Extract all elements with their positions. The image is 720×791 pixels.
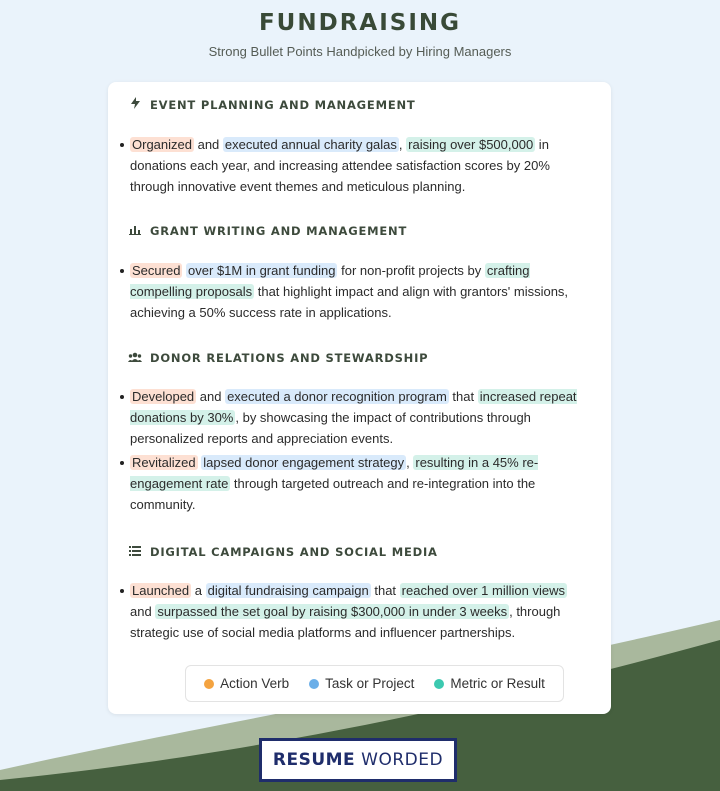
bullet-text-segment: that <box>448 389 478 404</box>
bullet-text-segment: , through strategic use of social media platforms and influencer partnerships. <box>130 604 561 640</box>
page-subtitle: Strong Bullet Points Handpicked by Hiring Managers <box>208 44 512 59</box>
action-verb-highlight: Revitalized <box>132 455 196 470</box>
bullet-item <box>130 134 592 197</box>
bullet-text-segment: , by showcasing the impact of contributions through personalized reports and appreciation events. <box>130 410 531 446</box>
page-header <box>0 10 720 59</box>
section-heading-label: EVENT PLANNING AND MANAGEMENT <box>150 97 416 112</box>
bullet-item <box>130 580 592 643</box>
task-highlight: over $1M in grant funding <box>188 263 336 278</box>
section-heading-label: DONOR RELATIONS AND STEWARDSHIP <box>150 351 429 365</box>
bar-chart-icon <box>128 224 142 238</box>
legend-dot <box>434 679 444 689</box>
action-verb-highlight: Organized <box>132 137 192 152</box>
people-icon <box>128 352 142 365</box>
legend-label: Task or Project <box>325 676 415 691</box>
metric-highlight: resulting in a 45% re-engagement rate <box>130 455 539 491</box>
legend-dot <box>204 679 214 689</box>
bullet-text-segment: a <box>191 583 206 598</box>
legend-label: Action Verb <box>220 676 290 691</box>
logo-bold-text: RESUME <box>272 750 356 770</box>
task-highlight: lapsed donor engagement strategy <box>203 455 405 470</box>
task-highlight: executed annual charity galas <box>224 137 397 152</box>
action-verb-highlight: Developed <box>132 389 195 404</box>
bullet-text <box>130 580 592 643</box>
task-highlight: digital fundraising campaign <box>207 583 369 598</box>
metric-highlight: surpassed the set goal by raising $300,000 in under 3 weeks <box>157 604 508 619</box>
bullet-text-segment: and <box>193 137 223 152</box>
metric-highlight: crafting compelling proposals <box>130 263 530 299</box>
bullet-text-segment: and <box>196 389 226 404</box>
bullet-text-segment: in donations each year, and increasing attendee satisfaction scores by 20% through innovative event themes and meticulous planning. <box>130 137 550 194</box>
bullet-text-segment: that highlight impact and align with grantors' missions, achieving a 50% success rate in applications. <box>130 284 569 320</box>
legend-item-metric-or-result <box>434 676 545 691</box>
section-heading-label: GRANT WRITING AND MANAGEMENT <box>150 224 408 238</box>
legend-item-action-verb <box>204 676 289 691</box>
bullet-text <box>130 134 592 197</box>
bullet-text-segment: and <box>130 604 156 619</box>
bullet-text-segment: for non-profit projects by <box>337 263 485 278</box>
lightning-icon <box>128 97 142 112</box>
bullet-text <box>130 386 592 449</box>
bullet-text-segment: through targeted outreach and re-integration into the community. <box>130 476 536 512</box>
resume-worded-logo <box>259 738 457 782</box>
bullet-item <box>130 260 592 323</box>
bullet-text <box>130 452 592 515</box>
list-icon <box>128 546 142 559</box>
section-heading <box>128 224 407 238</box>
section-heading <box>128 97 416 112</box>
metric-highlight: raising over $500,000 <box>408 137 534 152</box>
section-heading <box>128 351 428 365</box>
legend-label: Metric or Result <box>450 676 545 691</box>
legend-item-task-or-project <box>309 676 414 691</box>
task-highlight: executed a donor recognition program <box>227 389 447 404</box>
legend-dot <box>309 679 319 689</box>
bullet-text-segment: , <box>398 137 407 152</box>
logo-regular-text: WORDED <box>361 750 444 770</box>
highlight-legend <box>185 665 564 702</box>
metric-highlight: reached over 1 million views <box>401 583 565 598</box>
page-title: FUNDRAISING <box>258 10 462 36</box>
section-heading <box>128 545 438 559</box>
bullet-item <box>130 452 592 515</box>
section-heading-label: DIGITAL CAMPAIGNS AND SOCIAL MEDIA <box>150 545 438 559</box>
action-verb-highlight: Secured <box>132 263 181 278</box>
action-verb-highlight: Launched <box>132 583 190 598</box>
bullet-points-card <box>108 82 611 714</box>
bullet-text-segment: that <box>370 583 400 598</box>
bullet-text <box>130 260 592 323</box>
bullet-item <box>130 386 592 449</box>
metric-highlight: increased repeat donations by 30% <box>130 389 577 425</box>
bullet-text-segment: , <box>406 455 414 470</box>
